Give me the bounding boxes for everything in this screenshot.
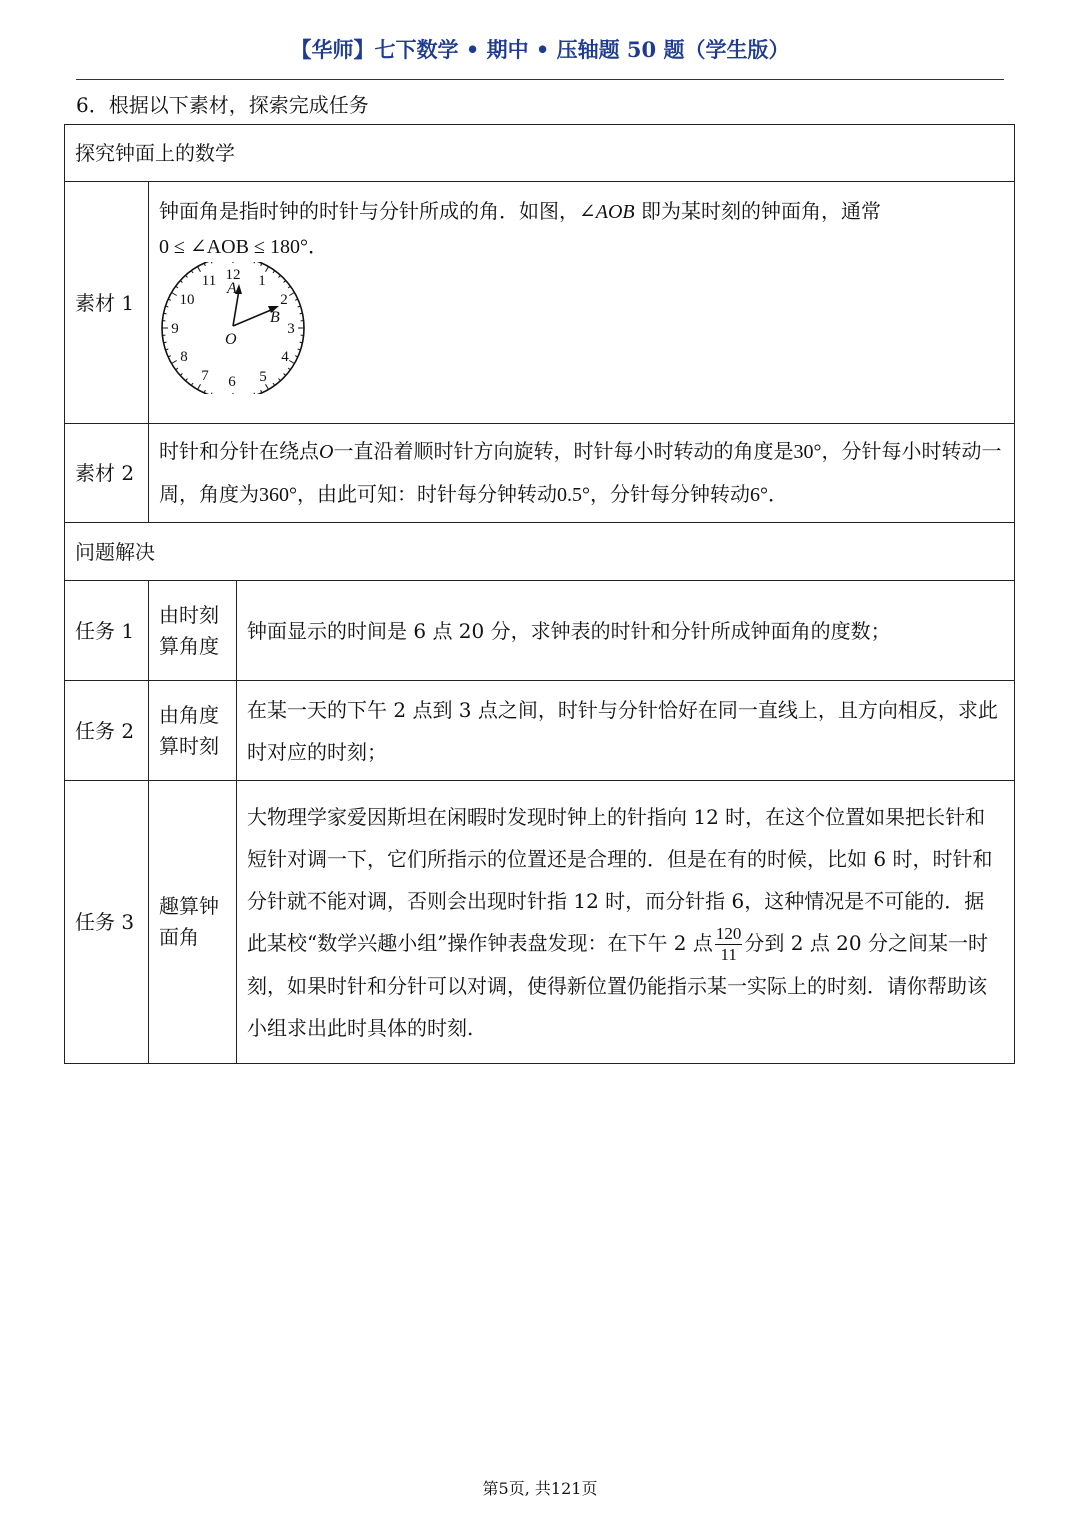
clock-tick: [176, 368, 178, 370]
question-prompt: 根据以下素材，探索完成任务: [108, 93, 369, 117]
clock-tick: [185, 275, 187, 277]
material1-row: [65, 182, 1015, 424]
clock-tick: [266, 267, 269, 272]
fraction-denominator: 11: [720, 944, 737, 964]
task3-content: [237, 781, 1015, 1064]
task3-label: 任务 3: [65, 781, 149, 1064]
task3-text-a: 大物理学家爱因斯坦在闲暇时发现时钟上的针指向 12 时，在这个位置如果把长针和短针对调一下，它们所指示的位置还是合理的．但是在有的时候，比如 6 时，时针和分针就不能对调，否则会出现时针指 12 时，而分针指 6，这种情况是不可能的．据此某校“数学兴趣小组”操作钟表盘发现：在下午 2 点: [247, 804, 993, 955]
clock-tick: [273, 383, 275, 385]
material2-row: [65, 424, 1015, 523]
clock-tick: [180, 280, 182, 282]
task1-row: [65, 581, 1015, 681]
clock-tick: [279, 275, 281, 277]
clock-number-3: 3: [287, 321, 295, 337]
clock-tick: [289, 361, 294, 364]
hand-b-line: [233, 310, 271, 326]
clock-figure: [159, 262, 309, 394]
header-divider: [76, 79, 1004, 80]
page-footer: 第5页, 共121页: [482, 1479, 598, 1498]
clock-tick: [211, 262, 212, 263]
clock-tick: [164, 342, 167, 343]
question-heading: [76, 89, 369, 118]
clock-number-10: 10: [179, 292, 195, 308]
clock-tick: [254, 262, 255, 263]
clock-number-6: 6: [228, 374, 236, 390]
clock-tick: [198, 267, 201, 272]
task2-row: [65, 681, 1015, 781]
clock-tick: [279, 379, 281, 381]
fraction-120-11: [715, 924, 743, 965]
clock-tick: [254, 393, 255, 394]
material1-text-a: 钟面角是指时钟的时针与分针所成的角．如图，: [159, 199, 579, 223]
material2-content: [149, 424, 1015, 523]
material2-text-d: ，由此可知：时针每分钟转动: [297, 482, 557, 506]
center-label: O: [225, 331, 237, 348]
material2-text-e: ，分针每分钟转动: [590, 482, 750, 506]
material2-text-c: ，分针每小时转动一周，角度为: [159, 439, 1002, 506]
clock-tick: [300, 313, 303, 314]
clock-tick: [172, 293, 177, 296]
deg-05: 0.5°: [557, 484, 590, 506]
clock-tick: [300, 342, 303, 343]
task2-text: 在某一天的下午 2 点到 3 点之间，时针与分针恰好在同一直线上，且方向相反，求此时对应的时刻；: [237, 681, 1015, 781]
clock-tick: [288, 368, 290, 370]
clock-number-12: 12: [225, 267, 241, 283]
clock-diagram: [159, 262, 309, 394]
fraction-numerator: 120: [715, 923, 742, 943]
clock-number-2: 2: [280, 292, 288, 308]
task2-label: 任务 2: [65, 681, 149, 781]
clock-tick: [273, 271, 275, 273]
angle-range-end: ．: [307, 234, 328, 258]
hand-a-label: A: [227, 280, 237, 297]
deg-30: 30°: [793, 441, 822, 463]
task1-text: 钟面显示的时间是 6 点 20 分，求钟表的时针和分针所成钟面角的度数；: [237, 581, 1015, 681]
material2-text-b: 一直沿着顺时针方向旋转，时针每小时转动的角度是: [333, 439, 794, 463]
clock-number-9: 9: [171, 321, 179, 337]
section-problem-title: 问题解决: [65, 523, 1015, 581]
clock-tick: [198, 384, 201, 389]
deg-360: 360°: [259, 484, 297, 506]
angle-aob: ∠AOB: [579, 201, 635, 223]
clock-tick: [284, 374, 286, 376]
task2-sub-label: 由角度算时刻: [149, 681, 237, 781]
material2-text-a: 时针和分针在绕点: [159, 439, 319, 463]
clock-tick: [180, 374, 182, 376]
clock-tick: [172, 361, 177, 364]
clock-number-1: 1: [258, 273, 266, 289]
clock-tick: [289, 293, 294, 296]
clock-tick: [266, 384, 269, 389]
material1-label: 素材 1: [65, 182, 149, 424]
task1-label: 任务 1: [65, 581, 149, 681]
section-explore-title: 探究钟面上的数学: [65, 125, 1015, 182]
material2-label: 素材 2: [65, 424, 149, 523]
clock-tick: [164, 313, 167, 314]
task-table: [64, 124, 1015, 1064]
clock-tick: [284, 280, 286, 282]
task1-sub-label: 由时刻算角度: [149, 581, 237, 681]
clock-tick: [211, 393, 212, 394]
hand-b-label: B: [270, 309, 280, 326]
deg-6: 6°: [750, 484, 768, 506]
task3-row: [65, 781, 1015, 1064]
material1-text-b: 即为某时刻的钟面角，通常: [634, 199, 881, 223]
question-number: 6．: [76, 93, 109, 117]
material1-content: [149, 182, 1015, 424]
point-o: O: [319, 441, 334, 463]
clock-tick: [191, 383, 193, 385]
task3-text-b: 分到 2 点 20 分之间某一时刻，如果时针和分针可以对调，使得新位置仍能指示某一实际上的时刻．请你帮助该小组求出此时具体的时刻.: [247, 930, 988, 1040]
clock-number-8: 8: [180, 349, 188, 365]
clock-tick: [288, 286, 290, 288]
material2-text-f: ．: [768, 482, 788, 506]
clock-number-7: 7: [201, 368, 209, 384]
clock-tick: [176, 286, 178, 288]
clock-tick: [191, 271, 193, 273]
page-header-title: 【华师】七下数学 • 期中 • 压轴题 50 题（学生版）: [290, 37, 790, 62]
clock-number-5: 5: [259, 369, 267, 385]
clock-number-4: 4: [281, 349, 289, 365]
clock-number-11: 11: [201, 273, 217, 289]
angle-range-expr: 0 ≤ ∠AOB ≤ 180°: [159, 236, 308, 258]
clock-tick: [185, 379, 187, 381]
task3-sub-label: 趣算钟面角: [149, 781, 237, 1064]
